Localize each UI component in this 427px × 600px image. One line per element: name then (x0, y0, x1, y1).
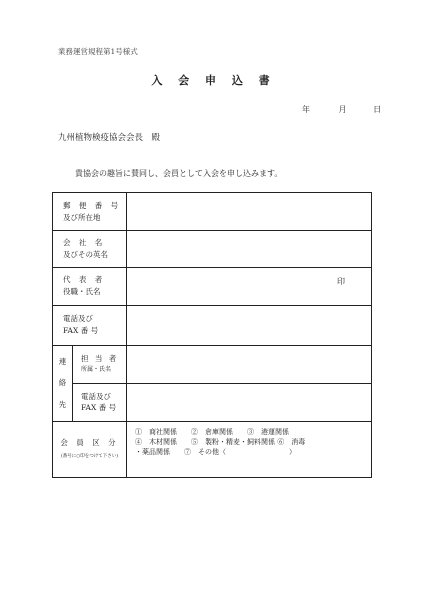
label-contact-phone-line2: FAX 番 号 (81, 403, 117, 412)
addressee: 九州植物検疫協会会長 殿 (58, 133, 161, 143)
row-company-name (53, 230, 371, 268)
date-month: 月 (338, 105, 347, 114)
label-representative (53, 267, 127, 305)
label-postal-line2: 及び所在地 (63, 212, 101, 222)
label-contact-phone (73, 383, 127, 421)
row-contact-person (73, 345, 371, 384)
contact-vertical-label (53, 345, 73, 421)
form-table (52, 192, 372, 478)
label-phone-line2: FAX 番 号 (63, 326, 99, 335)
row-member-category (53, 421, 371, 477)
category-line-1[interactable]: ① 商社関係 ② 倉庫関係 ③ 港運関係 (135, 428, 289, 436)
label-category-note: (番号に○印をつけて下さい) (61, 454, 118, 459)
row-representative (53, 267, 371, 306)
postal-address-field[interactable] (127, 193, 371, 230)
label-company-line1: 会 社 名 (63, 237, 106, 247)
label-postal-line1: 郵 便 番 号 (63, 200, 122, 210)
contact-char-3: 先 (58, 399, 67, 409)
date-year: 年 (302, 105, 310, 114)
label-contact-person (73, 345, 127, 383)
category-options[interactable] (135, 427, 305, 457)
seal-mark: 印 (337, 277, 345, 286)
row-postal-address (53, 193, 371, 231)
application-statement: 貴協会の趣旨に賛同し、会員として入会を申し込みます。 (75, 169, 283, 178)
contact-char-1: 連 (58, 357, 67, 367)
category-line-2[interactable]: ④ 木材関係 ⑤ 製粉・精麦・飼料関係 ⑥ 消毒 (135, 438, 306, 446)
label-phone-fax (53, 305, 127, 345)
row-phone-fax (53, 305, 371, 346)
contact-char-2: 絡 (58, 378, 67, 388)
row-contact (53, 345, 371, 422)
row-contact-phone (73, 383, 371, 421)
label-phone-line1: 電話及び (63, 314, 93, 323)
label-contact-person-line1: 担 当 者 (81, 354, 119, 363)
label-company-name (53, 230, 127, 267)
representative-field[interactable] (127, 267, 371, 305)
label-contact-person-line2: 所属・氏名 (81, 366, 112, 373)
contact-person-field[interactable] (127, 345, 371, 383)
phone-fax-field[interactable] (127, 305, 371, 345)
form-title: 入 会 申 込 書 (151, 74, 276, 87)
label-postal-address (53, 193, 127, 230)
label-company-line2: 及びその英名 (63, 249, 108, 259)
label-category-line1: 会 員 区 分 (60, 438, 119, 447)
contact-phone-field[interactable] (127, 383, 371, 421)
category-line-3[interactable]: ・薬品関係 ⑦ その他（ ） (135, 448, 296, 456)
label-member-category (53, 421, 127, 477)
label-contact-phone-line1: 電話及び (81, 392, 111, 401)
date-line (278, 104, 381, 115)
label-representative-line2: 役職・氏名 (63, 287, 101, 296)
company-name-field[interactable] (127, 230, 371, 267)
date-day: 日 (373, 105, 382, 114)
form-number: 業務運営規程第1号様式 (58, 47, 138, 56)
label-representative-line1: 代 表 者 (63, 275, 106, 284)
